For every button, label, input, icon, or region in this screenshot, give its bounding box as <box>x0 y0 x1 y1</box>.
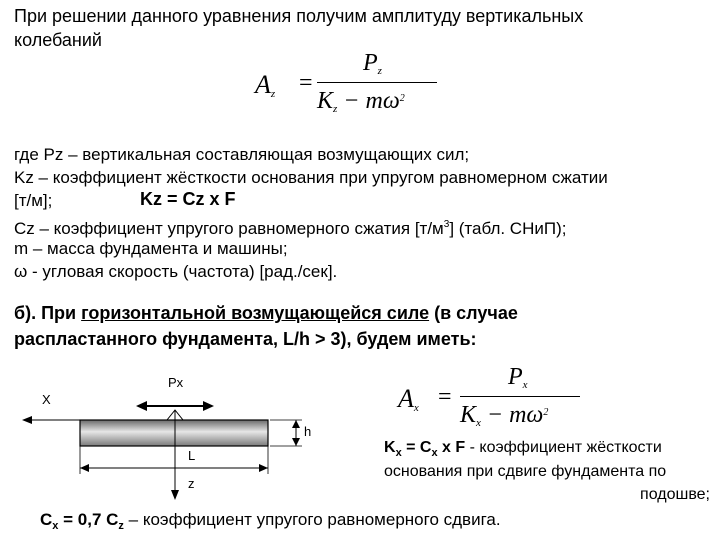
l-arrow-left <box>80 464 89 472</box>
formula-x-lhs: $A_x$ <box>398 384 419 414</box>
h-arrow-bottom <box>292 438 300 446</box>
l-arrow-right <box>259 464 268 472</box>
formula-vertical-amplitude <box>255 50 455 130</box>
kz-formula: Kz = Cz x F <box>140 189 236 209</box>
px-arrowhead-left <box>136 401 147 411</box>
px-arrowhead-right <box>203 401 214 411</box>
x-axis-label: X <box>42 392 51 407</box>
section-b-line-2: распластанного фундамента, L/h > 3), будем иметь: <box>14 329 477 349</box>
formula-z-numerator: $P_z$ <box>363 50 382 77</box>
z-axis-label: z <box>188 476 195 491</box>
kx-definition-line-3: подошве; <box>640 486 710 503</box>
formula-z-lhs: $A_z$ <box>255 70 276 100</box>
formula-z-denominator: $K_z - m\omega^2$ <box>317 88 405 115</box>
cx-definition: $C_x = 0,7$ $C_z$ – коэффициент упругого равномерного сдвига. <box>40 510 501 532</box>
x-axis-arrowhead <box>22 416 32 424</box>
kx-definition-line-1: $K_x = C_x$ x F - коэффициент жёсткости <box>384 439 662 459</box>
formula-x-denominator: $K_x - m\omega^2$ <box>460 402 549 429</box>
h-label: h <box>304 424 312 439</box>
foundation-slab <box>80 420 268 446</box>
section-b-line-1: б). При горизонтальной возмущающейся силе (в случае <box>14 303 518 323</box>
l-label: L <box>188 448 196 463</box>
definition-omega: ω - угловая скорость (частота) [рад./сек]. <box>14 262 338 281</box>
formula-z-fraction-bar <box>317 82 437 83</box>
kx-definition-line-2: основания при сдвиге фундамента по <box>384 463 667 480</box>
definition-kz-unit: [т/м]; <box>14 191 53 210</box>
definition-kz: Kz – коэффициент жёсткости основания при упругом равномерном сжатии <box>14 168 608 187</box>
h-arrow-top <box>292 420 300 428</box>
kx-formula: $K_x = C_x$ x F <box>384 439 466 459</box>
z-axis-arrowhead <box>171 490 179 500</box>
definition-m: m – масса фундамента и машины; <box>14 239 288 258</box>
formula-x-numerator: $P_x$ <box>508 364 528 391</box>
px-label: Px <box>168 375 184 390</box>
foundation-diagram <box>20 370 320 505</box>
formula-x-equals: = <box>438 384 452 410</box>
definition-cz: Cz – коэффициент упругого равномерного сжатия $[т/м^3]$ (табл. СНиП); <box>14 219 567 238</box>
definition-pz: где Pz – вертикальная составляющая возмущающих сил; <box>14 145 470 164</box>
formula-z-equals: = <box>299 70 313 96</box>
formula-horizontal-amplitude <box>398 364 598 444</box>
intro-line-2: колебаний <box>14 30 102 50</box>
intro-line-1: При решении данного уравнения получим амплитуду вертикальных <box>14 6 584 26</box>
formula-x-fraction-bar <box>460 396 580 397</box>
cx-formula: $C_x = 0,7$ $C_z$ <box>40 510 124 532</box>
